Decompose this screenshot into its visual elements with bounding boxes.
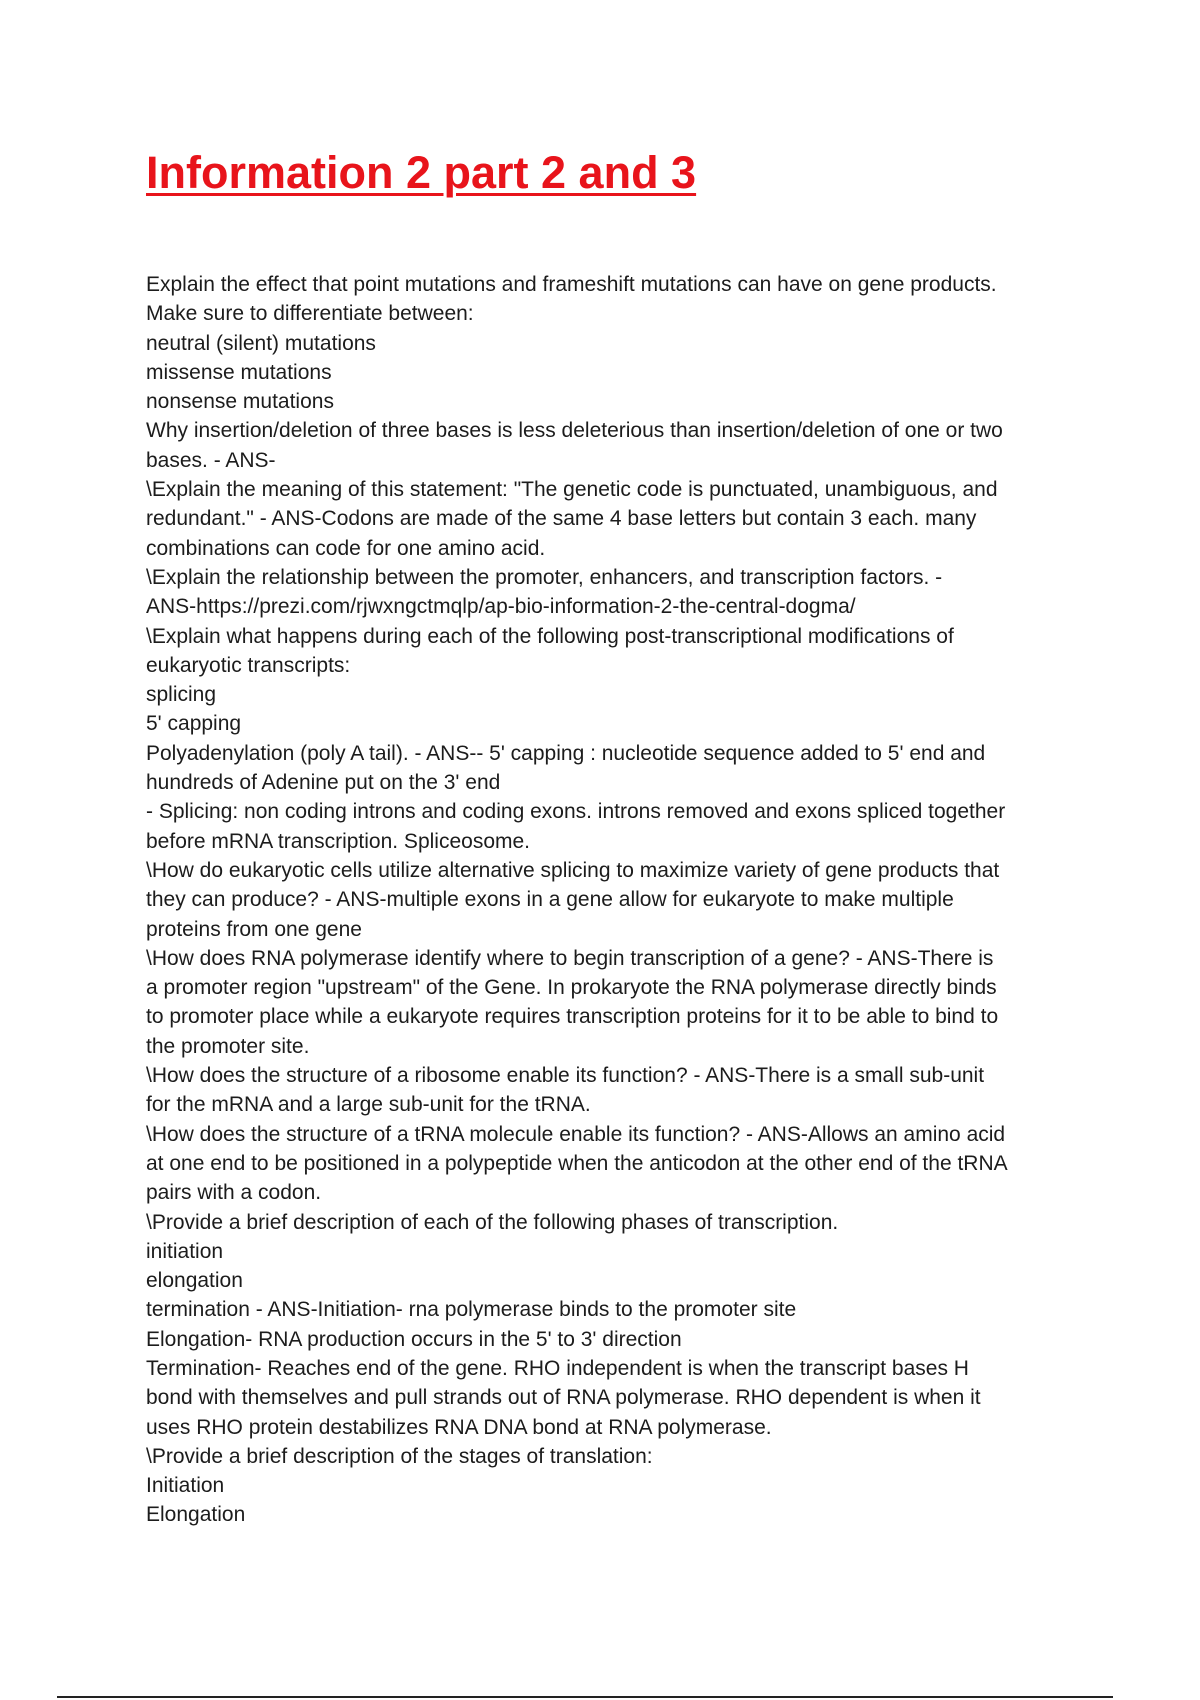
text-line: nonsense mutations xyxy=(146,390,334,414)
text-line: hundreds of Adenine put on the 3' end xyxy=(146,771,501,795)
footer-divider xyxy=(57,1696,1113,1698)
text-line: initiation xyxy=(146,1239,224,1263)
text-line: at one end to be positioned in a polypeptide when the anticodon at the other end of the tRNA xyxy=(146,1151,1008,1175)
text-line: combinations can code for one amino acid. xyxy=(146,536,546,560)
text-line: \Explain the relationship between the promoter, enhancers, and transcription factors. - xyxy=(146,565,943,589)
text-line: elongation xyxy=(146,1269,243,1293)
text-line: ANS-https://prezi.com/rjwxngctmqlp/ap-bio-information-2-the-central-dogma/ xyxy=(146,595,856,619)
text-line: pairs with a codon. xyxy=(146,1181,322,1205)
text-line: Initiation xyxy=(146,1474,225,1498)
text-line: \How do eukaryotic cells utilize alternative splicing to maximize variety of gene products that xyxy=(146,858,1000,882)
text-line: 5' capping xyxy=(146,712,242,736)
text-line: before mRNA transcription. Spliceosome. xyxy=(146,829,530,853)
text-line: Polyadenylation (poly A tail). - ANS-- 5' capping : nucleotide sequence added to 5' end and xyxy=(146,741,986,765)
text-line: Make sure to differentiate between: xyxy=(146,302,474,326)
text-line: missense mutations xyxy=(146,360,332,384)
text-line: redundant." - ANS-Codons are made of the same 4 base letters but contain 3 each. many xyxy=(146,507,977,531)
text-line: \Provide a brief description of the stages of translation: xyxy=(146,1444,653,1468)
text-line: Explain the effect that point mutations and frameshift mutations can have on gene products. xyxy=(146,273,997,296)
text-line: Why insertion/deletion of three bases is less deleterious than insertion/deletion of one or two xyxy=(146,419,1003,443)
text-line: to promoter place while a eukaryote requires transcription proteins for it to be able to bind to xyxy=(146,1005,999,1029)
text-line: \Explain what happens during each of the following post-transcriptional modifications of xyxy=(146,624,954,648)
text-line: for the mRNA and a large sub-unit for the tRNA. xyxy=(146,1093,591,1117)
text-line: bond with themselves and pull strands out of RNA polymerase. RHO dependent is when it xyxy=(146,1386,981,1410)
text-line: a promoter region "upstream" of the Gene. In prokaryote the RNA polymerase directly binds xyxy=(146,976,997,1000)
document-body xyxy=(146,270,1066,1530)
text-line: \How does the structure of a ribosome enable its function? - ANS-There is a small sub-unit xyxy=(146,1064,985,1088)
text-line: Elongation xyxy=(146,1503,246,1527)
text-line: \How does the structure of a tRNA molecule enable its function? - ANS-Allows an amino acid xyxy=(146,1122,1006,1146)
text-line: uses RHO protein destabilizes RNA DNA bond at RNA polymerase. xyxy=(146,1415,772,1439)
text-line: Termination- Reaches end of the gene. RHO independent is when the transcript bases H xyxy=(146,1356,969,1380)
text-line: they can produce? - ANS-multiple exons in a gene allow for eukaryote to make multiple xyxy=(146,888,954,912)
text-line: - Splicing: non coding introns and coding exons. introns removed and exons spliced together xyxy=(146,800,1006,824)
text-line: \How does RNA polymerase identify where to begin transcription of a gene? - ANS-There is xyxy=(146,946,994,970)
text-line: Elongation- RNA production occurs in the 5' to 3' direction xyxy=(146,1327,682,1351)
text-line: neutral (silent) mutations xyxy=(146,331,376,355)
text-line: \Explain the meaning of this statement: "The genetic code is punctuated, unambiguous, and xyxy=(146,478,998,502)
text-line: termination - ANS-Initiation- rna polymerase binds to the promoter site xyxy=(146,1298,797,1322)
text-line: bases. - ANS- xyxy=(146,448,276,472)
text-line: splicing xyxy=(146,683,217,707)
text-line: proteins from one gene xyxy=(146,917,362,941)
text-line: the promoter site. xyxy=(146,1034,310,1058)
page-title: Information 2 part 2 and 3 xyxy=(146,147,697,198)
text-line: eukaryotic transcripts: xyxy=(146,653,351,677)
text-line: \Provide a brief description of each of the following phases of transcription. xyxy=(146,1210,839,1234)
